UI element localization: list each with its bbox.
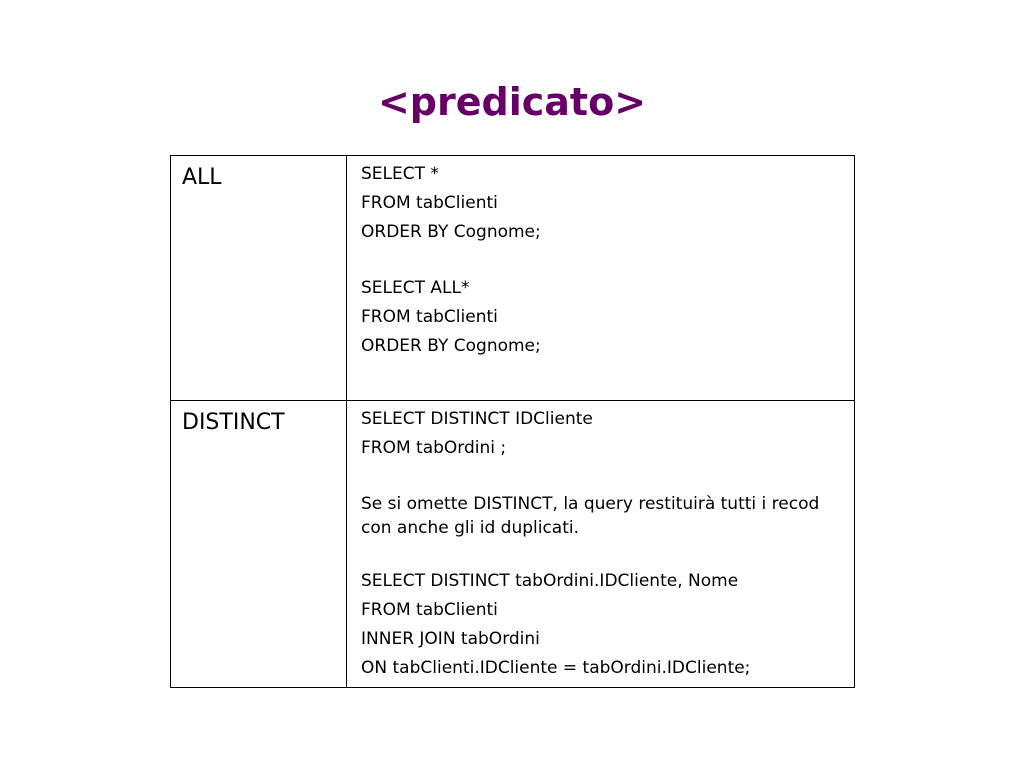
code-line: FROM tabOrdini ;	[361, 438, 507, 458]
example-cell	[347, 156, 855, 401]
keyword-cell	[171, 156, 347, 401]
code-line: ON tabClienti.IDCliente = tabOrdini.IDCliente;	[361, 658, 751, 678]
table-row-distinct	[171, 401, 855, 688]
spacer	[361, 463, 844, 490]
code-line: SELECT ALL*	[361, 278, 470, 298]
keyword-cell	[171, 401, 347, 688]
code-line: ORDER BY Cognome;	[361, 222, 541, 242]
code-line: SELECT DISTINCT tabOrdini.IDCliente, Nome	[361, 571, 739, 591]
slide-title: <predicato>	[377, 80, 647, 124]
spacer	[361, 247, 844, 274]
code-line: ORDER BY Cognome;	[361, 336, 541, 356]
keyword-distinct: DISTINCT	[182, 410, 285, 435]
code-line: INNER JOIN tabOrdini	[361, 629, 540, 649]
keyword-all: ALL	[182, 165, 222, 190]
code-line: SELECT *	[361, 164, 439, 184]
code-line: SELECT DISTINCT IDCliente	[361, 409, 593, 429]
example-cell	[347, 401, 855, 688]
code-block-all	[347, 156, 854, 361]
code-block-distinct	[347, 401, 854, 683]
code-line: FROM tabClienti	[361, 600, 498, 620]
code-line: FROM tabClienti	[361, 193, 498, 213]
spacer	[361, 540, 844, 567]
code-line: FROM tabClienti	[361, 307, 498, 327]
explanation-text: Se si omette DISTINCT, la query restituirà tutti i recod con anche gli id duplicati.	[361, 494, 820, 538]
table-row-all	[171, 156, 855, 401]
predicate-table	[170, 155, 855, 688]
